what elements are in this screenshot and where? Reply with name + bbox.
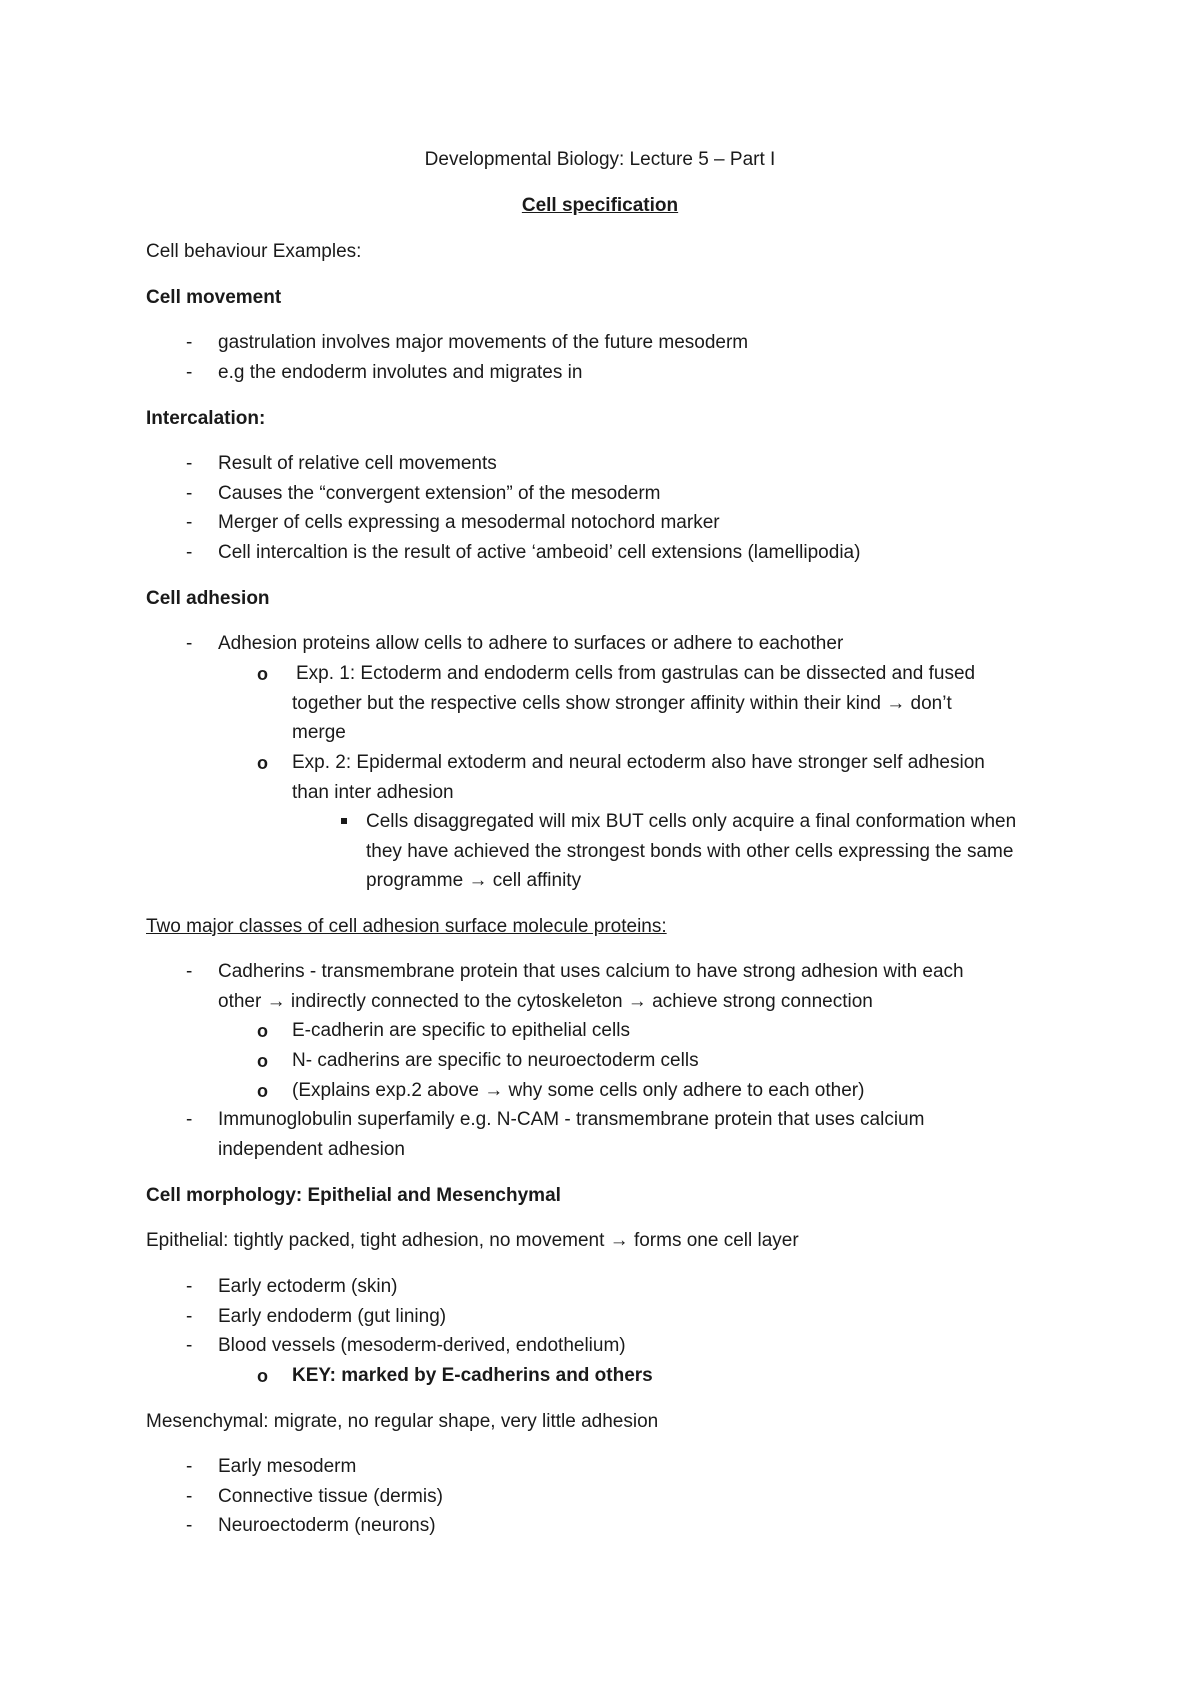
epithelial-definition (146, 1229, 799, 1253)
key-note: KEY: marked by E-cadherins and others (292, 1365, 653, 1386)
list-item: Immunoglobulin superfamily e.g. N-CAM - transmembrane protein that uses calcium (218, 1109, 925, 1130)
list-item: Connective tissue (dermis) (218, 1486, 443, 1507)
cadherin-text: achieve strong connection (652, 991, 873, 1012)
bullet-dash: - (186, 1335, 193, 1356)
list-item: Cell intercaltion is the result of active ‘ambeoid’ cell extensions (lamellipodia) (218, 542, 861, 563)
bullet-dash: - (186, 512, 193, 533)
list-item: Causes the “convergent extension” of the mesoderm (218, 483, 661, 504)
arrow-icon: → (609, 1230, 629, 1251)
section-heading-cell-morphology: Cell morphology: Epithelial and Mesenchymal (146, 1185, 561, 1206)
exp2-line: than inter adhesion (292, 782, 454, 803)
list-item: Blood vessels (mesoderm-derived, endothelium) (218, 1335, 626, 1356)
bullet-dash: - (186, 332, 193, 353)
bullet-circle: o (257, 1366, 268, 1386)
arrow-icon: → (627, 991, 647, 1012)
bullet-circle: o (257, 1021, 268, 1041)
list-item: gastrulation involves major movements of the future mesoderm (218, 332, 749, 353)
bullet-dash: - (186, 483, 193, 504)
bullet-circle: o (257, 1081, 268, 1101)
exp2-line: Exp. 2: Epidermal extoderm and neural ectoderm also have stronger self adhesion (292, 752, 985, 773)
exp1-line-text: don’t (910, 693, 952, 714)
document-subtitle: Cell specification (521, 195, 679, 216)
arrow-icon: → (886, 693, 906, 714)
sub-item-text: why some cells only adhere to each other) (508, 1080, 865, 1101)
sub-item: E-cadherin are specific to epithelial cells (292, 1020, 630, 1041)
section-heading-intercalation: Intercalation: (146, 408, 266, 429)
sub-line: they have achieved the strongest bonds with other cells expressing the same (366, 841, 1014, 862)
list-item: Neuroectoderm (neurons) (218, 1515, 436, 1536)
exp1-line-text: together but the respective cells show stronger affinity within their kind (292, 693, 881, 714)
bullet-dash: - (186, 542, 193, 563)
section-heading-cell-adhesion: Cell adhesion (146, 588, 270, 609)
arrow-icon: → (468, 870, 488, 891)
exp1-line: merge (292, 722, 346, 743)
section-heading-cell-movement: Cell movement (146, 287, 282, 308)
bullet-dash: - (186, 453, 193, 474)
list-item: Result of relative cell movements (218, 453, 497, 474)
bullet-dash: - (186, 633, 193, 654)
bullet-circle: o (257, 1051, 268, 1071)
epithelial-text: forms one cell layer (633, 1230, 799, 1251)
arrow-icon: → (266, 991, 286, 1012)
bullet-dash: - (186, 1306, 193, 1327)
list-item-continued: independent adhesion (218, 1139, 406, 1160)
exp1-line: Exp. 1: Ectoderm and endoderm cells from gastrulas can be dissected and fused (296, 663, 976, 684)
sub-item (292, 1079, 864, 1103)
cadherin-text: indirectly connected to the cytoskeleton (290, 991, 623, 1012)
list-item: e.g the endoderm involutes and migrates in (218, 362, 583, 383)
sub-item: N- cadherins are specific to neuroectoderm cells (292, 1050, 699, 1071)
document-title: Developmental Biology: Lecture 5 – Part I (424, 149, 776, 170)
arrow-icon: → (484, 1080, 504, 1101)
list-item: Early ectoderm (skin) (218, 1276, 398, 1297)
bullet-dash: - (186, 1109, 193, 1130)
exp1-line (292, 692, 952, 716)
bullet-square (341, 818, 347, 824)
intro-text: Cell behaviour Examples: (146, 241, 362, 262)
bullet-dash: - (186, 961, 193, 982)
bullet-circle: o (257, 753, 268, 773)
sub-line (366, 869, 581, 893)
bullet-dash: - (186, 1515, 193, 1536)
section-heading-adhesion-classes: Two major classes of cell adhesion surface molecule proteins: (146, 916, 667, 937)
cadherin-text: other (218, 991, 262, 1012)
sub-line-text: programme (366, 870, 464, 891)
bullet-dash: - (186, 362, 193, 383)
mesenchymal-definition: Mesenchymal: migrate, no regular shape, very little adhesion (146, 1411, 659, 1432)
list-item: Merger of cells expressing a mesodermal notochord marker (218, 512, 720, 533)
list-item: Early mesoderm (218, 1456, 357, 1477)
epithelial-text: Epithelial: tightly packed, tight adhesion, no movement (146, 1230, 605, 1251)
sub-line: Cells disaggregated will mix BUT cells only acquire a final conformation when (366, 811, 1017, 832)
bullet-dash: - (186, 1486, 193, 1507)
list-item: Early endoderm (gut lining) (218, 1306, 447, 1327)
bullet-circle: o (257, 664, 268, 684)
sub-item-text: (Explains exp.2 above (292, 1080, 479, 1101)
sub-line-text: cell affinity (492, 870, 582, 891)
bullet-dash: - (186, 1276, 193, 1297)
bullet-dash: - (186, 1456, 193, 1477)
list-item: Cadherins - transmembrane protein that uses calcium to have strong adhesion with each (218, 961, 964, 982)
list-item-continued (218, 990, 873, 1014)
list-item: Adhesion proteins allow cells to adhere to surfaces or adhere to eachother (218, 633, 844, 654)
